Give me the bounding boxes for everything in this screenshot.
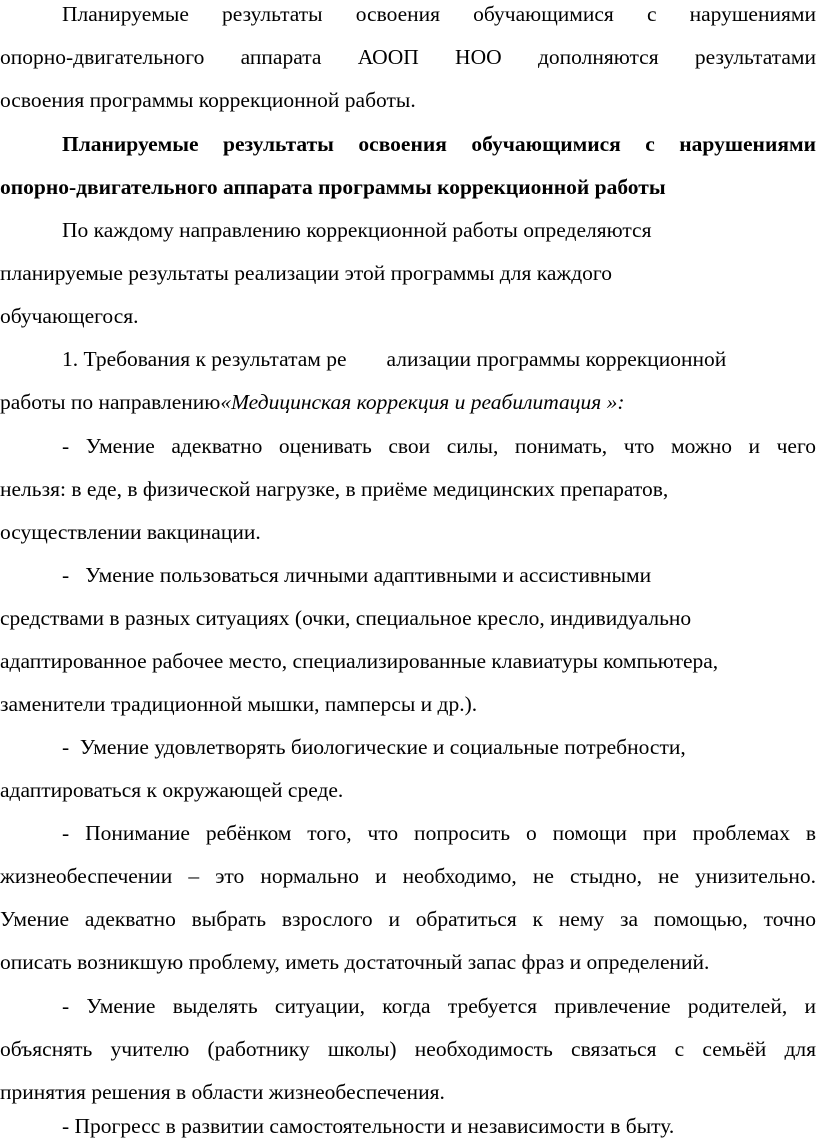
requirement-1-line-1 xyxy=(62,349,726,375)
item-5-line-2: объяснять учителю (работнику школы) необходимость связаться с семьёй для xyxy=(0,1037,816,1061)
item-3-line-2: адаптироваться к окружающей среде. xyxy=(0,778,344,802)
requirement-1-text-b: ализации программы коррекционной xyxy=(386,347,727,371)
item-2-line-3: адаптированное рабочее место, специализированные клавиатуры компьютера, xyxy=(0,649,719,673)
section-heading-line-1: Планируемые результаты освоения обучающимися с нарушениями xyxy=(62,132,816,156)
requirement-1-line-2 xyxy=(0,392,625,418)
item-2-line-1: - Умение пользоваться личными адаптивными и ассистивными xyxy=(62,563,652,587)
requirement-1-direction-label: работы по направлению xyxy=(0,390,221,414)
item-1-line-1: - Умение адекватно оценивать свои силы, понимать, что можно и чего xyxy=(62,434,816,458)
item-1-line-2: нельзя: в еде, в физической нагрузке, в приёме медицинских препаратов, xyxy=(0,477,669,501)
requirement-1-direction-name: «Медицинская коррекция и реабилитация »: xyxy=(220,390,625,414)
item-6-line-1: - Прогресс в развитии самостоятельности и независимости в быту. xyxy=(62,1114,675,1138)
intro-line-2: опорно-двигательного аппарата АООП НОО дополняются результатами xyxy=(0,45,816,69)
para2-line-1: По каждому направлению коррекционной работы определяются xyxy=(62,218,652,242)
item-2-line-2: средствами в разных ситуациях (очки, специальное кресло, индивидуально xyxy=(0,606,692,630)
item-2-line-4: заменители традиционной мышки, памперсы и др.). xyxy=(0,692,478,716)
section-heading-line-2: опорно-двигательного аппарата программы коррекционной работы xyxy=(0,175,666,199)
intro-line-1: Планируемые результаты освоения обучающимися с нарушениями xyxy=(62,2,816,26)
item-5-line-3: принятия решения в области жизнеобеспечения. xyxy=(0,1080,445,1104)
item-4-line-3: Умение адекватно выбрать взрослого и обратиться к нему за помощью, точно xyxy=(0,907,816,931)
item-3-line-1: - Умение удовлетворять биологические и социальные потребности, xyxy=(62,735,686,759)
item-1-line-3: осуществлении вакцинации. xyxy=(0,520,261,544)
item-5-line-1: - Умение выделять ситуации, когда требуется привлечение родителей, и xyxy=(62,994,816,1018)
para2-line-3: обучающегося. xyxy=(0,304,139,328)
para2-line-2: планируемые результаты реализации этой программы для каждого xyxy=(0,261,612,285)
intro-line-3: освоения программы коррекционной работы. xyxy=(0,88,416,112)
item-4-line-1: - Понимание ребёнком того, что попросить о помощи при проблемах в xyxy=(62,821,816,845)
item-4-line-2: жизнеобеспечении – это нормально и необходимо, не стыдно, не унизительно. xyxy=(0,864,816,888)
requirement-1-text-a: 1. Требования к результатам ре xyxy=(62,347,347,371)
item-4-line-4: описать возникшую проблему, иметь достаточный запас фраз и определений. xyxy=(0,950,710,974)
